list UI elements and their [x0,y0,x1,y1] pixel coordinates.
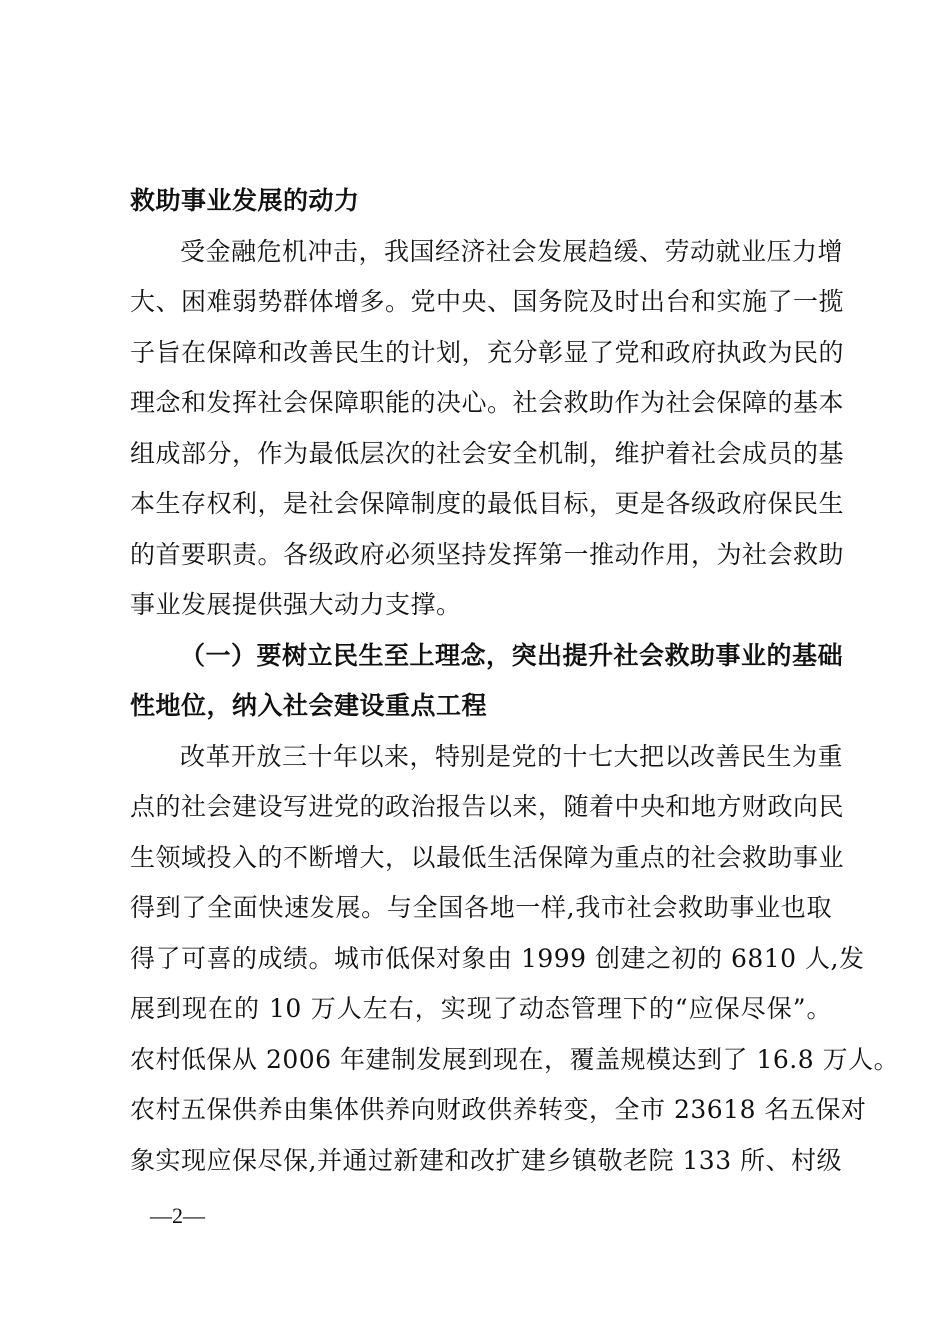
paragraph-1-line-7: 的首要职责。各级政府必须坚持发挥第一推动作用，为社会救助 [130,539,845,569]
section-heading-continuation: 救助事业发展的动力 [130,186,360,215]
subheading-line-2: 性地位，纳入社会建设重点工程 [130,691,488,720]
paragraph-2-line-9: 象实现应保尽保,并通过新建和改扩建乡镇敬老院 133 所、村级 [130,1145,843,1175]
paragraph-1-line-8: 事业发展提供强大动力支撑。 [130,590,462,619]
paragraph-2-line-3: 生领域投入的不断增大，以最低生活保障为重点的社会救助事业 [130,842,845,872]
subheading-line-1: （一）要树立民生至上理念，突出提升社会救助事业的基础 [180,640,844,670]
paragraph-2-line-1: 改革开放三十年以来，特别是党的十七大把以改善民生为重 [180,741,844,771]
page-number: —2— [150,1203,205,1228]
paragraph-2-line-8: 农村五保供养由集体供养向财政供养转变，全市 23618 名五保对 [130,1095,867,1124]
paragraph-1-line-6: 本生存权利，是社会保障制度的最低目标，更是各级政府保民生 [130,489,845,518]
paragraph-2-line-5: 得了可喜的成绩。城市低保对象由 1999 创建之初的 6810 人,发 [130,943,865,973]
paragraph-2-line-6: 展到现在的 10 万人左右，实现了动态管理下的“应保尽保”。 [130,994,832,1023]
paragraph-1-line-1: 受金融危机冲击，我国经济社会发展趋缓、劳动就业压力增 [180,236,844,266]
paragraph-2-line-2: 点的社会建设写进党的政治报告以来，随着中央和地方财政向民 [130,792,845,821]
paragraph-2-line-7: 农村低保从 2006 年建制发展到现在，覆盖规模达到了 16.8 万人。 [130,1044,900,1074]
paragraph-1-line-4: 理念和发挥社会保障职能的决心。社会救助作为社会保障的基本 [130,388,845,417]
paragraph-1-line-2: 大、困难弱势群体增多。党中央、国务院及时出台和实施了一揽 [130,287,845,316]
paragraph-1-line-5: 组成部分，作为最低层次的社会安全机制，维护着社会成员的基 [130,438,845,468]
body-text [130,176,900,1186]
paragraph-1-line-3: 子旨在保障和改善民生的计划，充分彰显了党和政府执政为民的 [130,337,845,367]
paragraph-2-line-4: 得到了全面快速发展。与全国各地一样,我市社会救助事业也取 [130,893,832,922]
